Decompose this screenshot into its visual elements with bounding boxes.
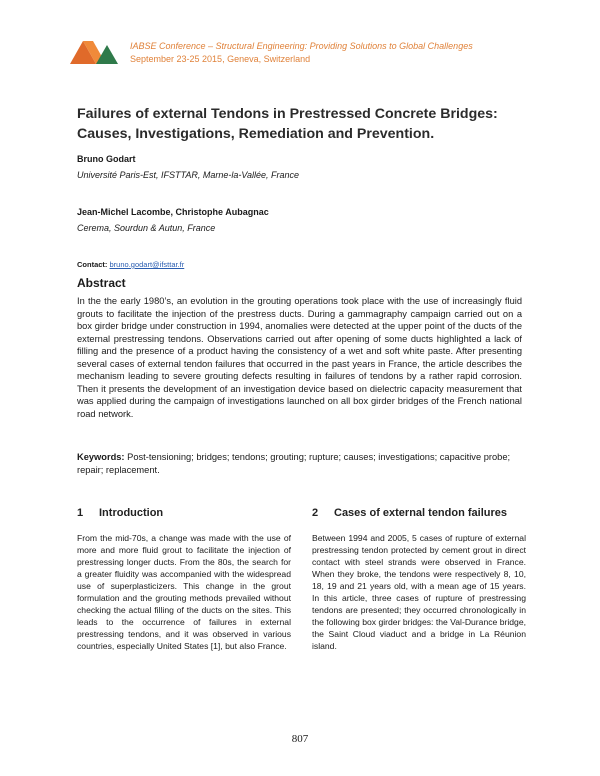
page-number: 807: [291, 733, 309, 745]
section-text-introduction: From the mid-70s, a change was made with the use of more and more fluid grout to facilitate the injection of prestressing longer ducts. From the 80s, the search for a greater fluidity was accompanied with the widespread use of superplasticizers. This change in the grout formulation and the grouting methods prevailed without checking the actual filling of the ducts on the sites. This leads to the occurrence of failures in external prestressing tendons, and it was observed in various countries, especially United States [1], but also France.: [77, 533, 291, 651]
section-title: Introduction: [99, 507, 164, 519]
section-number: 2: [312, 507, 319, 519]
paper-title: Failures of external Tendons in Prestressed Concrete Bridges: Causes, Investigations, Remediation and Prevention.: [77, 106, 498, 142]
author-2: Jean-Michel Lacombe, Christophe Aubagnac: [77, 207, 269, 217]
contact-email-link[interactable]: bruno.godart@ifsttar.fr: [109, 260, 185, 269]
conference-dates: September 23-25 2015, Geneva, Switzerland: [130, 54, 311, 64]
author-1: Bruno Godart: [77, 154, 136, 164]
keywords: [77, 451, 522, 476]
abstract-text: In the the early 1980’s, an evolution in the grouting operations took place with the use of increasingly fluid grouts to facilitate the injection of the prestress ducts. During a gammagraphy campaign carried out on a box girder bridge under construction in 1994, anomalies were detected at the upper point of the ducts of the external prestressing tendons. Observations carried out after opening of some ducts highlighted a lack of filling and the presence of a product having the consistency of a wet and soft white paste. After presenting several cases of external tendon failures that occurred in the past years in France, the article describes the mechanism leading to severe grouting defects resulting in failures of tendons by a rather rapid corrosion. Then it presents the development of an investigation device based on dielectric capacity measurement that was applied during the campaign of investigations launched on all box girder bridges of the French national road network.: [77, 296, 522, 419]
section-heading-cases: [312, 507, 507, 519]
iabse-logo-icon: [70, 38, 120, 64]
contact-line: [77, 260, 184, 269]
contact-label: Contact:: [77, 260, 108, 269]
conference-info: [130, 40, 473, 66]
section-text-cases: Between 1994 and 2005, 5 cases of rupture of external prestressing tendon protected by cement grout in direct contact with steel strands were observed in France. When they broke, the tendons were respectively 8, 10, 18, 19 and 21 years old, with a mean age of 15 years. In this article, three cases of rupture of prestressing tendons are presented; they occurred chronologically in the following box girder bridges: the Val-Durance bridge, the Saint Cloud viaduct and a bridge in La Réunion island.: [312, 533, 526, 651]
conference-name: IABSE Conference – Structural Engineering: Providing Solutions to Global Challenges: [130, 41, 473, 51]
abstract-heading: Abstract: [77, 276, 126, 290]
keywords-label: Keywords:: [77, 452, 125, 462]
section-heading-introduction: [77, 507, 163, 519]
affiliation-1: Université Paris-Est, IFSTTAR, Marne-la-Vallée, France: [77, 170, 300, 180]
affiliation-2: Cerema, Sourdun & Autun, France: [77, 223, 216, 233]
section-number: 1: [77, 507, 84, 519]
keywords-text: Post-tensioning; bridges; tendons; grouting; rupture; causes; investigations; capacitive probe; repair; replacement.: [77, 452, 511, 475]
section-title: Cases of external tendon failures: [334, 507, 507, 519]
